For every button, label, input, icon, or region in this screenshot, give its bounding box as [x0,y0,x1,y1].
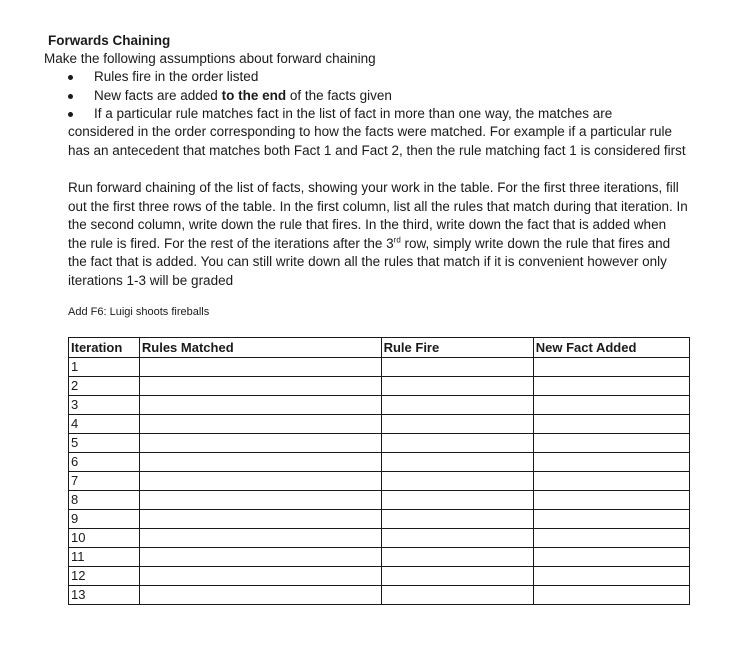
ordinal-suffix: rd [393,235,401,244]
iteration-cell: 4 [69,415,140,434]
header-iteration: Iteration [69,338,140,358]
iteration-cell: 6 [69,453,140,472]
new-fact-cell[interactable] [533,415,689,434]
iteration-cell: 2 [69,377,140,396]
instructions-paragraph [68,179,688,290]
rule-fire-cell[interactable] [381,453,533,472]
table-row [69,510,690,529]
bullet-icon [68,75,73,80]
iteration-cell: 3 [69,396,140,415]
table-row [69,472,690,491]
header-new-fact-added: New Fact Added [533,338,689,358]
iteration-cell: 5 [69,434,140,453]
iteration-cell: 10 [69,529,140,548]
rules-matched-cell[interactable] [139,434,381,453]
new-fact-cell[interactable] [533,453,689,472]
rules-matched-cell[interactable] [139,396,381,415]
assumption-text-2a: New facts are added [94,87,222,103]
table-row [69,529,690,548]
new-fact-cell[interactable] [533,396,689,415]
rule-fire-cell[interactable] [381,567,533,586]
section-title: Forwards Chaining [48,33,171,48]
assumption-list [68,68,688,105]
rule-fire-cell[interactable] [381,529,533,548]
iteration-cell: 11 [69,548,140,567]
table-row [69,586,690,605]
rules-matched-cell[interactable] [139,586,381,605]
iteration-cell: 13 [69,586,140,605]
rule-fire-cell[interactable] [381,510,533,529]
rules-matched-cell[interactable] [139,491,381,510]
rule-fire-cell[interactable] [381,396,533,415]
assumption-item-1 [68,68,688,87]
table-row [69,491,690,510]
table-row [69,415,690,434]
iteration-cell: 7 [69,472,140,491]
bullet-icon [68,112,73,117]
added-fact-note: Add F6: Luigi shoots fireballs [68,306,210,318]
rules-matched-cell[interactable] [139,510,381,529]
rules-matched-cell[interactable] [139,529,381,548]
rule-fire-cell[interactable] [381,491,533,510]
new-fact-cell[interactable] [533,491,689,510]
rule-fire-cell[interactable] [381,548,533,567]
forward-chaining-table [68,337,690,605]
table-row [69,567,690,586]
new-fact-cell[interactable] [533,377,689,396]
rules-matched-cell[interactable] [139,415,381,434]
rules-matched-cell[interactable] [139,548,381,567]
assumption-text-3: If a particular rule matches fact in the list of fact in more than one way, the matches are [94,106,613,121]
iteration-cell: 1 [69,358,140,377]
rule-fire-cell[interactable] [381,415,533,434]
rule-fire-cell[interactable] [381,434,533,453]
rules-matched-cell[interactable] [139,472,381,491]
iteration-cell: 8 [69,491,140,510]
rule-fire-cell[interactable] [381,358,533,377]
bullet-icon [68,94,73,99]
header-rule-fire: Rule Fire [381,338,533,358]
new-fact-cell[interactable] [533,548,689,567]
rule-fire-cell[interactable] [381,472,533,491]
assumption-text-2-bold: to the end [221,87,287,103]
new-fact-cell[interactable] [533,358,689,377]
table-header-row [69,338,690,358]
new-fact-cell[interactable] [533,567,689,586]
assumption-text-1: Rules fire in the order listed [94,69,259,84]
assumption-text-2b: of the facts given [286,87,392,103]
rules-matched-cell[interactable] [139,567,381,586]
new-fact-cell[interactable] [533,586,689,605]
table-row [69,358,690,377]
rule-fire-cell[interactable] [381,586,533,605]
new-fact-cell[interactable] [533,529,689,548]
assumption-item-2 [68,87,688,106]
assumption-item-3 [68,105,688,124]
table-row [69,434,690,453]
rules-matched-cell[interactable] [139,358,381,377]
rule-fire-cell[interactable] [381,377,533,396]
assumption-text-3-continued: considered in the order corresponding to how the facts were matched. For example if a particular rule has an antecedent that matches both Fact 1 and Fact 2, then the rule matching fact 1 is considered first [68,124,686,158]
table-row [69,377,690,396]
iteration-cell: 12 [69,567,140,586]
table-row [69,453,690,472]
table-row [69,548,690,567]
header-rules-matched: Rules Matched [139,338,381,358]
intro-text: Make the following assumptions about forward chaining [44,51,376,66]
rules-matched-cell[interactable] [139,453,381,472]
table-body [69,358,690,605]
new-fact-cell[interactable] [533,434,689,453]
table-row [69,396,690,415]
rules-matched-cell[interactable] [139,377,381,396]
instructions-part-2: row, simply write down the rule that fires and the fact that is added. You can still write down all the rules that match if it is convenient however only iterations 1-3 will be graded [68,235,671,288]
new-fact-cell[interactable] [533,510,689,529]
iteration-cell: 9 [69,510,140,529]
instructions-part-1: Run forward chaining of the list of facts, showing your work in the table. For the first three iterations, fill out the first three rows of the table. In the first column, list all the rules that match during that iteration. In the second column, write down the rule that fires. In the third, write down the fact that is added when the rule is fired. For the rest of the iterations after the 3 [68,180,688,251]
new-fact-cell[interactable] [533,472,689,491]
